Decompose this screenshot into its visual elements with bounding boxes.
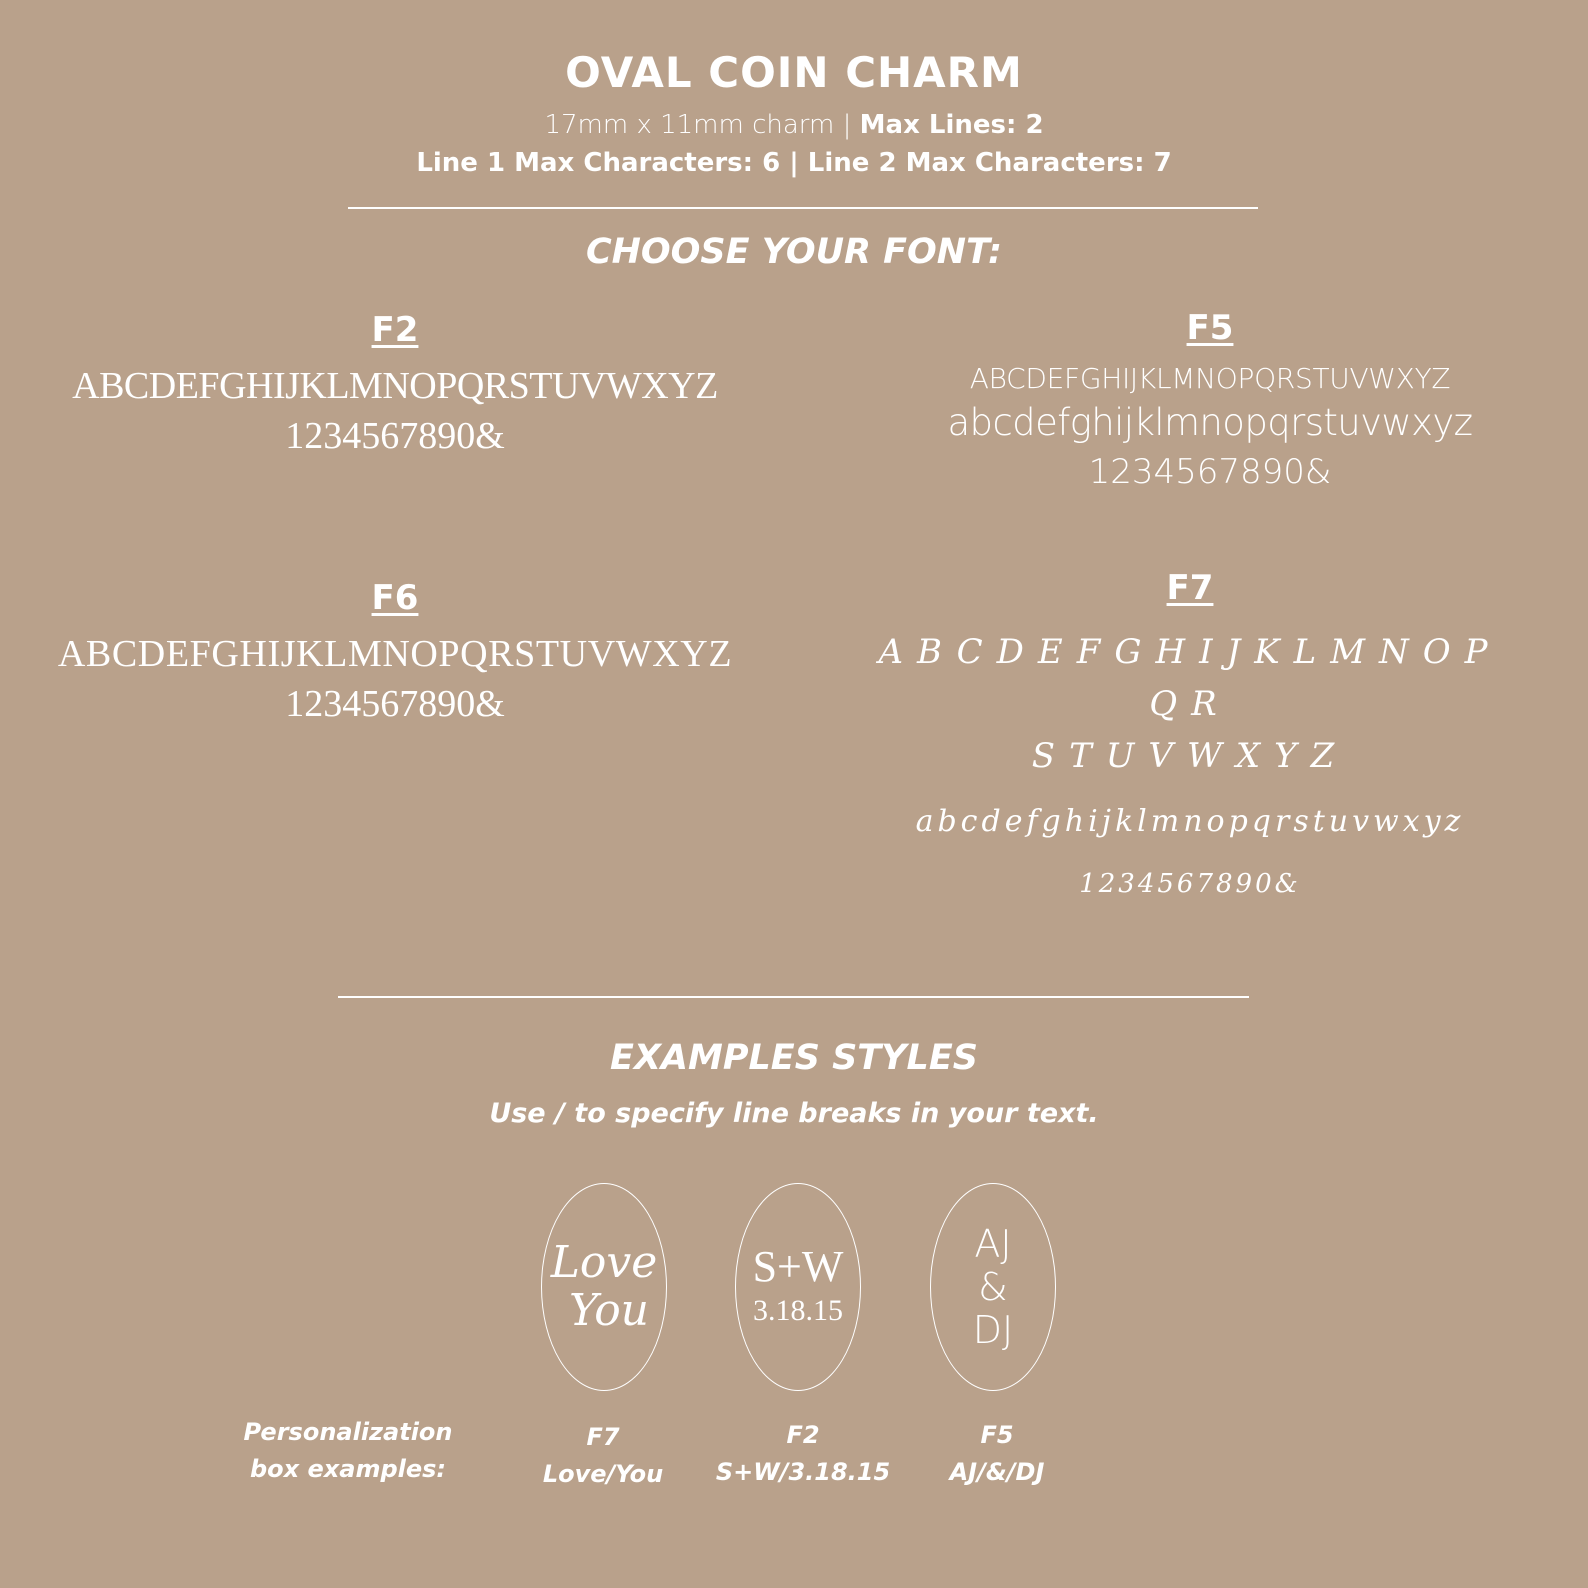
example-oval-f2 (735, 1183, 861, 1391)
font-f6-label: F6 (371, 578, 419, 618)
choose-font-heading: CHOOSE YOUR FONT: (585, 232, 1003, 272)
font-f5-lowercase: abcdefghijklmnopqrstuvwxyz (947, 401, 1473, 444)
example-f5-font: F5 (980, 1421, 1014, 1449)
example-f7-input: Love/You (542, 1460, 664, 1488)
page-title: OVAL COIN CHARM (565, 48, 1023, 97)
example-oval-f7 (541, 1183, 667, 1391)
example-f2-font: F2 (786, 1421, 820, 1449)
example-caption-f7 (503, 1419, 703, 1493)
font-f2-uppercase: ABCDEFGHIJKLMNOPQRSTUVWXYZ (72, 365, 718, 407)
bottom-divider (338, 996, 1249, 998)
font-f5-label: F5 (1186, 308, 1234, 348)
charm-size-text: 17mm x 11mm charm | (544, 110, 852, 140)
character-limits: Line 1 Max Characters: 6 | Line 2 Max Characters: 7 (416, 148, 1172, 178)
example-f2-line1: S+W (752, 1242, 844, 1291)
max-lines-text: Max Lines: 2 (859, 110, 1044, 140)
font-f7-label: F7 (1166, 568, 1214, 608)
font-f2-numbers: 1234567890& (285, 415, 505, 457)
example-f5-line3: DJ (972, 1307, 1014, 1352)
example-oval-f5 (930, 1183, 1056, 1391)
line-break-instruction: Use / to specify line breaks in your text. (489, 1098, 1099, 1129)
example-f5-input: AJ/&/DJ (949, 1458, 1045, 1486)
font-f5-numbers: 1234567890& (1088, 452, 1332, 492)
font-f7-block (810, 568, 1570, 899)
font-f2-label: F2 (371, 310, 419, 350)
font-f6-uppercase: ABCDEFGHIJKLMNOPQRSTUVWXYZ (57, 633, 733, 675)
top-divider (348, 207, 1258, 209)
personalization-label-line1: Personalization (243, 1418, 453, 1446)
example-f5-line1: AJ (974, 1221, 1012, 1266)
font-f2-block (60, 310, 730, 458)
font-f6-block (40, 578, 750, 726)
font-f7-numbers: 1234567890& (1079, 869, 1301, 899)
personalization-box-label (208, 1414, 488, 1488)
font-f7-uppercase-3: STUVWXYZ (1031, 736, 1349, 776)
charm-size-line (0, 110, 1588, 140)
example-f2-input: S+W/3.18.15 (715, 1458, 891, 1486)
example-f2-line2: 3.18.15 (753, 1294, 843, 1327)
personalization-label-line2: box examples: (249, 1455, 447, 1483)
example-f7-line1: Love (550, 1237, 658, 1288)
font-f7-uppercase-1: ABCDEFGHIJKLMNOP (878, 632, 1502, 672)
font-f5-block (890, 308, 1530, 492)
font-f6-numbers: 1234567890& (285, 683, 505, 725)
example-caption-f5 (897, 1417, 1097, 1491)
example-f7-line2: You (568, 1285, 650, 1336)
font-f5-uppercase: ABCDEFGHIJKLMNOPQRSTUVWXYZ (969, 362, 1451, 395)
examples-heading: EXAMPLES STYLES (610, 1038, 978, 1078)
example-f7-font: F7 (586, 1423, 620, 1451)
font-f7-lowercase: abcdefghijklmnopqrstuvwxyz (915, 804, 1465, 839)
example-f5-line2: & (978, 1264, 1008, 1309)
example-caption-f2 (693, 1417, 913, 1491)
font-f7-uppercase-2: QR (1149, 684, 1231, 724)
